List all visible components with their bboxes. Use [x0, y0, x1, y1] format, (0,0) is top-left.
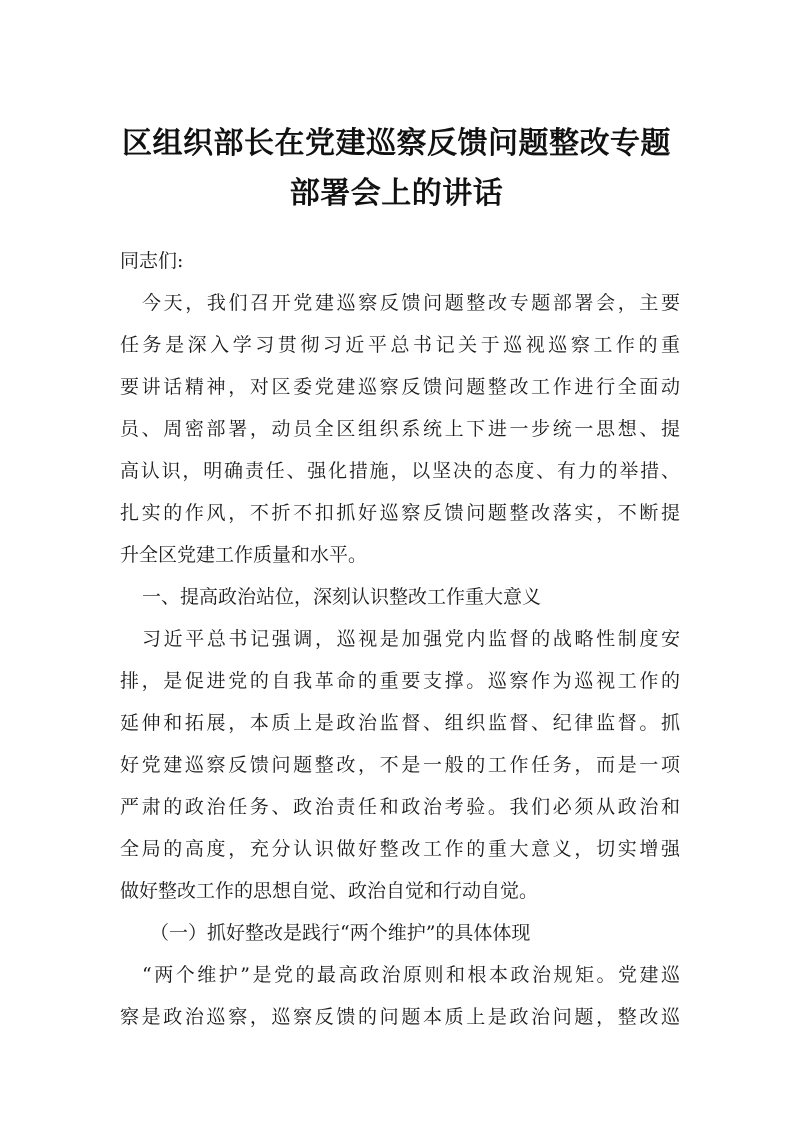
- body-line: 升全区党建工作质量和水平。: [120, 544, 368, 566]
- body-line: 排，是促进党的自我革命的重要支撑。巡察作为巡视工作的: [120, 670, 680, 692]
- body-line: 扎实的作风，不折不扣抓好巡察反馈问题整改落实，不断提: [120, 502, 680, 524]
- body-line: 全局的高度，充分认识做好整改工作的重大意义，切实增强: [120, 838, 680, 860]
- body-line: 察是政治巡察，巡察反馈的问题本质上是政治问题，整改巡: [120, 1006, 680, 1028]
- body-line: 高认识，明确责任、强化措施，以坚决的态度、有力的举措、: [120, 460, 680, 482]
- body-line: “两个维护”是党的最高政治原则和根本政治规矩。党建巡: [142, 964, 680, 986]
- body-line: 员、周密部署，动员全区组织系统上下进一步统一思想、提: [120, 418, 680, 440]
- section-heading: 一、提高政治站位，深刻认识整改工作重大意义: [142, 586, 542, 608]
- salutation: 同志们:: [120, 250, 184, 272]
- body-line: 要讲话精神，对区委党建巡察反馈问题整改工作进行全面动: [120, 376, 680, 398]
- body-line: 任务是深入学习贯彻习近平总书记关于巡视巡察工作的重: [120, 334, 680, 356]
- body-line: 习近平总书记强调，巡视是加强党内监督的战略性制度安: [142, 628, 680, 650]
- body-line: 今天，我们召开党建巡察反馈问题整改专题部署会，主要: [142, 292, 680, 314]
- document-title-line-2: 部署会上的讲话: [289, 176, 504, 211]
- body-line: 好党建巡察反馈问题整改，不是一般的工作任务，而是一项: [120, 754, 680, 776]
- body-line: 延伸和拓展，本质上是政治监督、组织监督、纪律监督。抓: [120, 712, 680, 734]
- document-title-line-1: 区组织部长在党建巡察反馈问题整改专题: [122, 126, 671, 161]
- body-line: 做好整改工作的思想自觉、政治自觉和行动自觉。: [120, 880, 539, 902]
- subsection-heading: （一）抓好整改是践行“两个维护”的具体体现: [150, 922, 531, 944]
- body-line: 严肃的政治任务、政治责任和政治考验。我们必须从政治和: [120, 796, 680, 818]
